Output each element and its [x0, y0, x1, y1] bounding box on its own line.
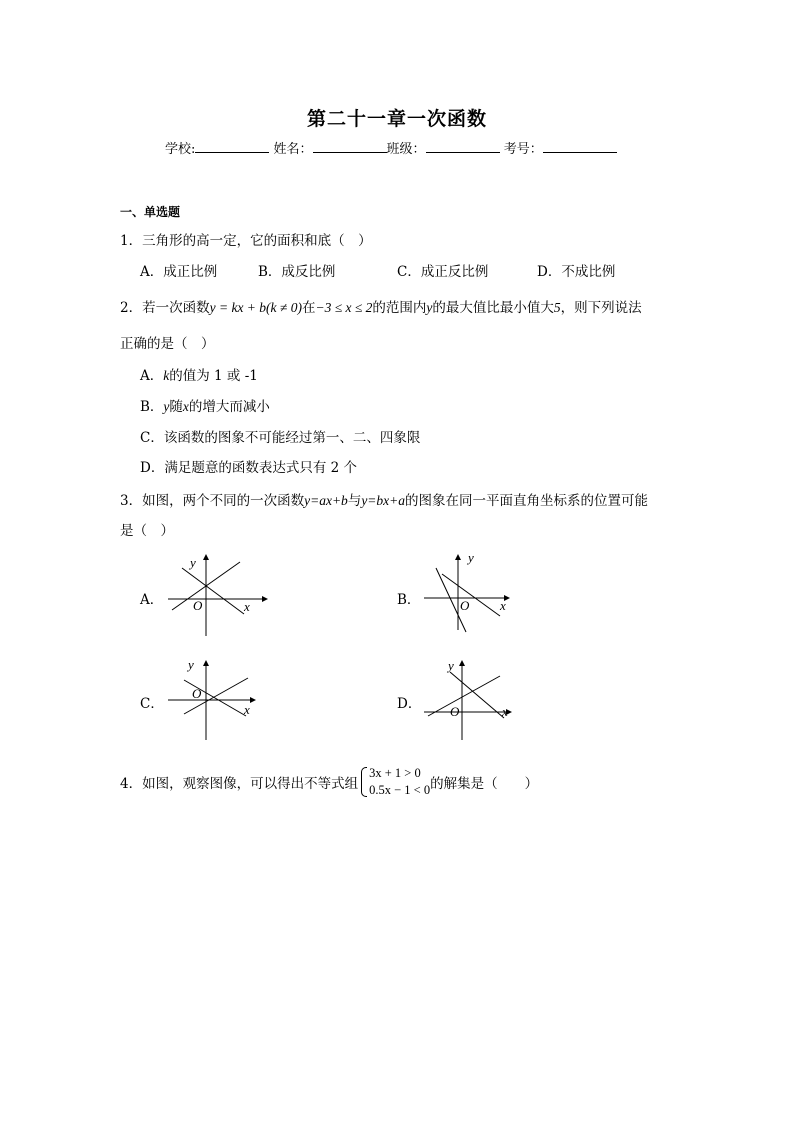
school-label: 学校:	[165, 142, 196, 157]
q1-option-c: C．成正反比例	[397, 264, 489, 280]
origin-label: O	[460, 598, 470, 613]
q3-option-d-label: D．	[397, 696, 422, 712]
class-label: 班级：	[386, 142, 426, 157]
question-3-stem: 3．如图，两个不同的一次函数y=ax+b与y=bx+a的图象在同一平面直角坐标系的位置可能	[120, 493, 649, 509]
q2-option-a: A．k的值为 1 或 -1	[140, 368, 258, 384]
number-blank	[543, 140, 617, 153]
q2-option-d: D．满足题意的函数表达式只有 2 个	[140, 460, 357, 476]
q1-option-d: D．不成比例	[537, 264, 616, 280]
y-axis-label: y	[190, 555, 196, 570]
class-blank	[426, 140, 500, 153]
q3-option-c-label: C．	[140, 696, 164, 712]
line-decreasing	[182, 568, 244, 614]
question-2-line2: 正确的是（ ）	[120, 336, 215, 352]
inequality-2: 0.5x − 1 < 0	[369, 783, 431, 797]
section-heading: 一、单选题	[120, 205, 181, 219]
y-axis-arrow	[203, 554, 209, 560]
q1-option-b: B．成反比例	[258, 264, 336, 280]
q3-function-1: y=ax+b	[304, 493, 348, 508]
x-axis-arrow	[250, 697, 256, 703]
q3-option-b-label: B．	[397, 592, 421, 608]
y-axis-label: y	[188, 657, 194, 672]
inequality-1: 3x + 1 > 0	[369, 766, 421, 780]
x-axis-label: x	[244, 599, 250, 614]
q3-graph-d	[420, 656, 520, 746]
origin-label: O	[192, 686, 202, 701]
y-axis-arrow	[455, 554, 461, 560]
q2-option-b: B．y随x的增大而减小	[140, 399, 270, 415]
name-label: 姓名：	[273, 142, 313, 157]
question-4-stem: 4．如图，观察图像，可以得出不等式组 3x + 1 > 0 0.5x − 1 < 0 的解集是（ ）	[120, 766, 539, 797]
q2-option-c: C．该函数的图象不可能经过第一、二、四象限	[140, 430, 421, 446]
q3-function-2: y=bx+a	[361, 493, 406, 508]
inequality-system	[360, 765, 430, 799]
q2-condition: (k ≠ 0)	[266, 300, 302, 315]
y-axis-label: y	[468, 550, 474, 565]
q2-range: −3 ≤ x ≤ 2	[315, 300, 373, 315]
name-blank	[313, 140, 387, 153]
q1-option-a: A．成正比例	[140, 264, 218, 280]
y-axis-label: y	[448, 658, 454, 673]
x-axis-label: x	[502, 704, 508, 719]
x-axis-label: x	[500, 598, 506, 613]
q2-function: y = kx + b	[209, 300, 267, 315]
question-3-line2: 是（ ）	[120, 523, 174, 539]
y-axis-arrow	[459, 660, 465, 666]
q3-graph-b	[420, 548, 520, 638]
school-blank	[195, 140, 269, 153]
student-info-line	[165, 138, 617, 157]
q3-graph-c	[160, 656, 270, 746]
q3-graph-a	[160, 550, 270, 640]
page-title: 第二十一章一次函数	[306, 108, 487, 130]
question-1-stem: 1．三角形的高一定，它的面积和底（ ）	[120, 233, 372, 249]
line-shallow	[442, 574, 500, 616]
question-2-stem: 2．若一次函数y = kx + b(k ≠ 0)在−3 ≤ x ≤ 2的范围内y的最大值比最小值大5，则下列说法	[120, 300, 642, 316]
y-axis-arrow	[203, 660, 209, 666]
x-axis-arrow	[262, 596, 268, 602]
origin-label: O	[193, 598, 203, 613]
line-increasing	[428, 676, 500, 716]
origin-label: O	[450, 704, 460, 719]
x-axis-label: x	[244, 702, 250, 717]
q3-option-a-label: A．	[140, 592, 164, 608]
number-label: 考号：	[503, 142, 543, 157]
